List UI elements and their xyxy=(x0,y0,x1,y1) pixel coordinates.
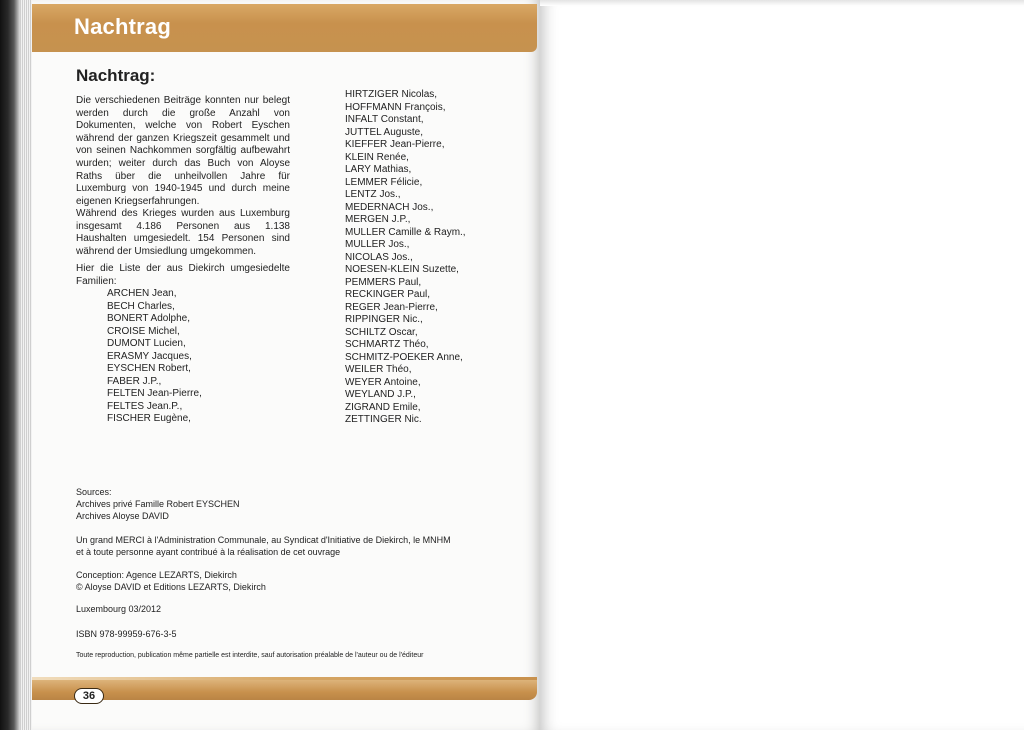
list-item: PEMMERS Paul, xyxy=(345,276,422,288)
list-item: FISCHER Eugène, xyxy=(107,413,191,424)
source-line: Archives Aloyse DAVID xyxy=(76,511,169,521)
list-item: ERASMY Jacques, xyxy=(107,350,192,362)
right-page-shade xyxy=(540,0,1024,6)
list-item: MEDERNACH Jos., xyxy=(345,201,434,213)
copyright-notice: Toute reproduction, publication même partielle est interdite, sauf autorisation préalable de l'auteur ou de l'éditeur xyxy=(76,652,424,659)
list-intro-paragraph: Hier die Liste der aus Diekirch umgesiedelte Familien: xyxy=(76,263,290,287)
list-item: SCHMITZ-POEKER Anne, xyxy=(345,351,463,363)
sources-block xyxy=(76,486,240,522)
list-item: LARY Mathias, xyxy=(345,164,412,175)
intro-paragraph: Die verschiedenen Beiträge konnten nur belegt werden durch die große Anzahl von Dokumenten, welche von Robert Eyschen während der ganzen Kriegszeit gesammelt und von seinen Nachkommen sorgfältig aufbewahrt wurden; weiter durch das Buch von Aloyse Raths über die unheilvollen Jahre für Luxemburg von 1940-1945 und durch meine eigenen Kriegserfahrungen. xyxy=(76,95,290,207)
list-item: SCHILTZ Oscar, xyxy=(345,326,418,338)
list-item: FABER J.P., xyxy=(107,375,162,387)
list-item: MULLER Jos., xyxy=(345,239,410,250)
list-item: ZIGRAND Emile, xyxy=(345,401,421,413)
list-item: RIPPINGER Nic., xyxy=(345,314,423,325)
list-item: MERGEN J.P., xyxy=(345,214,411,225)
list-item: FELTES Jean.P., xyxy=(107,400,183,412)
list-item: NICOLAS Jos., xyxy=(345,251,413,263)
list-item: MULLER Camille & Raym., xyxy=(345,226,466,238)
isbn: ISBN 978-99959-676-3-5 xyxy=(76,629,177,639)
scan-binding-edge xyxy=(0,0,20,730)
list-item: ARCHEN Jean, xyxy=(107,288,177,299)
list-item: DUMONT Lucien, xyxy=(107,338,186,349)
list-item: FELTEN Jean-Pierre, xyxy=(107,388,202,399)
list-item: HOFFMANN François, xyxy=(345,101,446,113)
page-number: 36 xyxy=(74,688,104,704)
list-item: BECH Charles, xyxy=(107,300,175,312)
list-item: BONERT Adolphe, xyxy=(107,313,191,324)
list-item: WEYER Antoine, xyxy=(345,376,421,388)
acknowledgement-block xyxy=(76,534,451,558)
right-page-blank xyxy=(540,0,1024,730)
copyright-holder-line: © Aloyse DAVID et Editions LEZARTS, Diekirch xyxy=(76,582,266,592)
statistics-paragraph: Während des Krieges wurden aus Luxemburg insgesamt 4.186 Personen aus 1.138 Haushalten umgesiedelt. 154 Personen sind während der Umsiedlung umgekommen. xyxy=(76,208,290,257)
list-item: SCHMARTZ Théo, xyxy=(345,339,429,350)
place-date: Luxembourg 03/2012 xyxy=(76,604,162,614)
page-header-title: Nachtrag xyxy=(74,14,171,39)
acknowledgement-line: et à toute personne ayant contribué à la réalisation de cet ouvrage xyxy=(76,547,341,557)
list-item: REGER Jean-Pierre, xyxy=(345,301,438,313)
list-item: HIRTZIGER Nicolas, xyxy=(345,89,438,100)
sources-label: Sources: xyxy=(76,487,112,497)
acknowledgement-line: Un grand MERCI à l'Administration Communale, au Syndicat d'Initiative de Diekirch, le MNHM xyxy=(76,535,451,545)
list-item: WEYLAND J.P., xyxy=(345,389,416,400)
list-item: NOESEN-KLEIN Suzette, xyxy=(345,264,459,275)
conception-block xyxy=(76,569,266,593)
list-item: LEMMER Félicie, xyxy=(345,176,423,188)
footer-band xyxy=(32,680,537,700)
family-list-right xyxy=(345,89,466,427)
list-item: LENTZ Jos., xyxy=(345,189,401,200)
family-list-left xyxy=(107,288,202,426)
section-title: Nachtrag: xyxy=(76,66,156,85)
list-item: RECKINGER Paul, xyxy=(345,289,431,300)
list-item: CROISE Michel, xyxy=(107,325,180,337)
source-line: Archives privé Famille Robert EYSCHEN xyxy=(76,499,240,509)
list-item: INFALT Constant, xyxy=(345,114,424,125)
list-item: JUTTEL Auguste, xyxy=(345,126,423,138)
list-item: KIEFFER Jean-Pierre, xyxy=(345,139,445,150)
list-item: KLEIN Renée, xyxy=(345,151,409,163)
conception-line: Conception: Agence LEZARTS, Diekirch xyxy=(76,570,237,580)
list-item: WEILER Théo, xyxy=(345,364,412,375)
list-item: ZETTINGER Nic. xyxy=(345,414,422,425)
list-item: EYSCHEN Robert, xyxy=(107,363,191,374)
